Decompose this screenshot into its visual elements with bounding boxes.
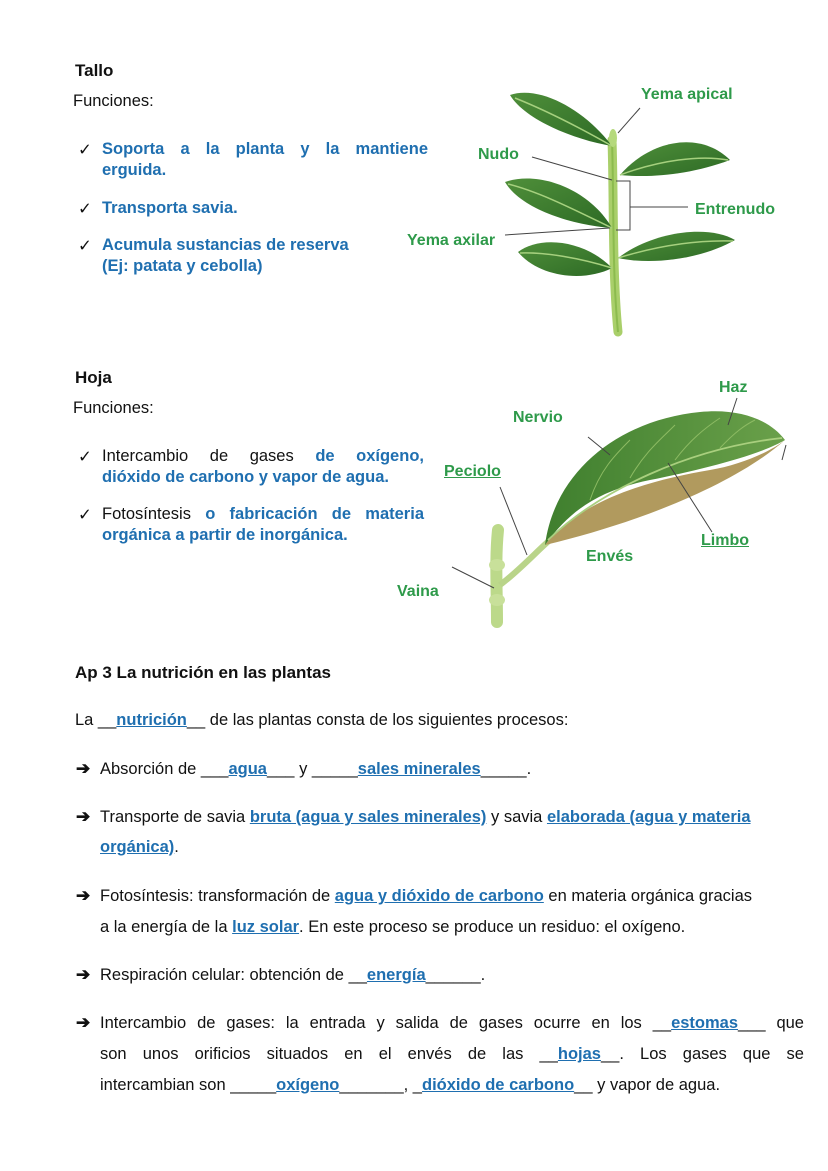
- label-vaina: Vaina: [397, 583, 439, 600]
- check-icon: ✓: [78, 141, 92, 159]
- intercambio-text-3c: __ y vapor de agua.: [574, 1076, 721, 1094]
- hoja-title: Hoja: [75, 368, 112, 387]
- nutricion-title: Ap 3 La nutrición en las plantas: [75, 663, 331, 682]
- intercambio-text-1b: ___ que: [738, 1014, 804, 1032]
- hoja-item-2b: orgánica a partir de inorgánica.: [102, 526, 348, 544]
- transporte-line: [100, 808, 751, 827]
- absorcion-text-b: ___ y _____: [266, 760, 358, 778]
- arrow-right-icon: ➔: [76, 886, 91, 905]
- fill-agua-dioxido: agua y dióxido de carbono: [334, 887, 544, 905]
- tallo-item-1: Soporta a la planta y la mantiene: [102, 140, 428, 158]
- label-yema-apical: Yema apical: [641, 86, 733, 103]
- arrow-right-icon: ➔: [76, 759, 91, 778]
- arrow-right-icon: ➔: [76, 1013, 91, 1032]
- intro-text-b: __ de las plantas consta de los siguientes procesos:: [186, 711, 569, 729]
- fotosintesis-line: [100, 887, 752, 906]
- check-icon: ✓: [78, 506, 92, 524]
- transporte-text-b: y savia: [486, 808, 547, 826]
- fill-bruta: bruta (agua y sales minerales): [249, 808, 487, 826]
- fotosintesis-text-d: . En este proceso se produce un residuo: el oxígeno.: [299, 918, 686, 936]
- label-entrenudo: Entrenudo: [695, 201, 775, 218]
- label-peciolo: Peciolo: [444, 463, 501, 480]
- label-nudo: Nudo: [478, 146, 519, 163]
- tallo-item-3: Acumula sustancias de reserva: [102, 236, 349, 254]
- hoja-funciones-label: Funciones:: [73, 399, 154, 417]
- hoja-item-1-plain: Intercambio de gases: [102, 447, 294, 465]
- tallo-item-2: Transporta savia.: [102, 199, 238, 217]
- fill-estomas: estomas: [671, 1014, 739, 1032]
- label-yema-axilar: Yema axilar: [407, 232, 496, 249]
- respiracion-text-b: ______.: [425, 966, 486, 984]
- fill-energia: energía: [366, 966, 426, 984]
- label-haz: Haz: [719, 379, 748, 396]
- fill-agua: agua: [228, 760, 267, 778]
- intercambio-text-3a: intercambian son _____: [100, 1076, 277, 1094]
- fill-organica: orgánica): [100, 838, 175, 856]
- transporte-text-c: .: [174, 838, 179, 856]
- intercambio-line-2: [100, 1045, 804, 1064]
- hoja-item-1-blue: de oxígeno,: [315, 447, 424, 465]
- fill-nutricion: nutrición: [116, 711, 187, 729]
- absorcion-line: [100, 760, 531, 779]
- fotosintesis-text-a: Fotosíntesis: transformación de: [100, 887, 335, 905]
- hoja-item-1b: dióxido de carbono y vapor de agua.: [102, 468, 389, 486]
- fill-luz-solar: luz solar: [232, 918, 300, 936]
- absorcion-text-a: Absorción de ___: [100, 760, 229, 778]
- fill-oxigeno: oxígeno: [276, 1076, 340, 1094]
- tallo-item-3b: (Ej: patata y cebolla): [102, 257, 263, 275]
- intercambio-line-3: [100, 1076, 720, 1095]
- respiracion-line: [100, 966, 485, 985]
- transporte-text-a: Transporte de savia: [100, 808, 250, 826]
- intercambio-text-3b: _______, _: [339, 1076, 422, 1094]
- fill-hojas: hojas: [557, 1045, 601, 1063]
- fill-elaborada: elaborada (agua y materia: [546, 808, 751, 826]
- label-limbo: Limbo: [701, 532, 749, 549]
- tallo-item-1b: erguida.: [102, 161, 167, 179]
- fotosintesis-text-b: en materia orgánica gracias: [543, 887, 753, 905]
- intercambio-text-1a: Intercambio de gases: la entrada y salida de gases ocurre en los __: [100, 1014, 672, 1032]
- transporte-line-2: [100, 838, 179, 857]
- check-icon: ✓: [78, 200, 92, 218]
- intro-text-a: La __: [75, 711, 117, 729]
- intercambio-text-2a: son unos orificios situados en el envés de las __: [100, 1045, 558, 1063]
- hoja-item-2-plain: Fotosíntesis: [102, 505, 191, 523]
- fill-sales-minerales: sales minerales: [357, 760, 481, 778]
- absorcion-text-c: _____.: [480, 760, 532, 778]
- fotosintesis-text-c: a la energía de la: [100, 918, 233, 936]
- fill-dioxido-carbono: dióxido de carbono: [421, 1076, 575, 1094]
- intercambio-line-1: [100, 1014, 804, 1033]
- hoja-item-2-blue: o fabricación de materia: [205, 505, 424, 523]
- arrow-right-icon: ➔: [76, 807, 91, 826]
- intercambio-text-2b: __. Los gases que se: [600, 1045, 804, 1063]
- label-enves: Envés: [586, 548, 634, 565]
- respiracion-text-a: Respiración celular: obtención de __: [100, 966, 367, 984]
- check-icon: ✓: [78, 237, 92, 255]
- tallo-title: Tallo: [75, 61, 114, 80]
- arrow-right-icon: ➔: [76, 965, 91, 984]
- intro-line: [75, 711, 568, 730]
- check-icon: ✓: [78, 448, 92, 466]
- fotosintesis-line-2: [100, 918, 685, 937]
- tallo-funciones-label: Funciones:: [73, 92, 154, 110]
- label-nervio: Nervio: [513, 409, 563, 426]
